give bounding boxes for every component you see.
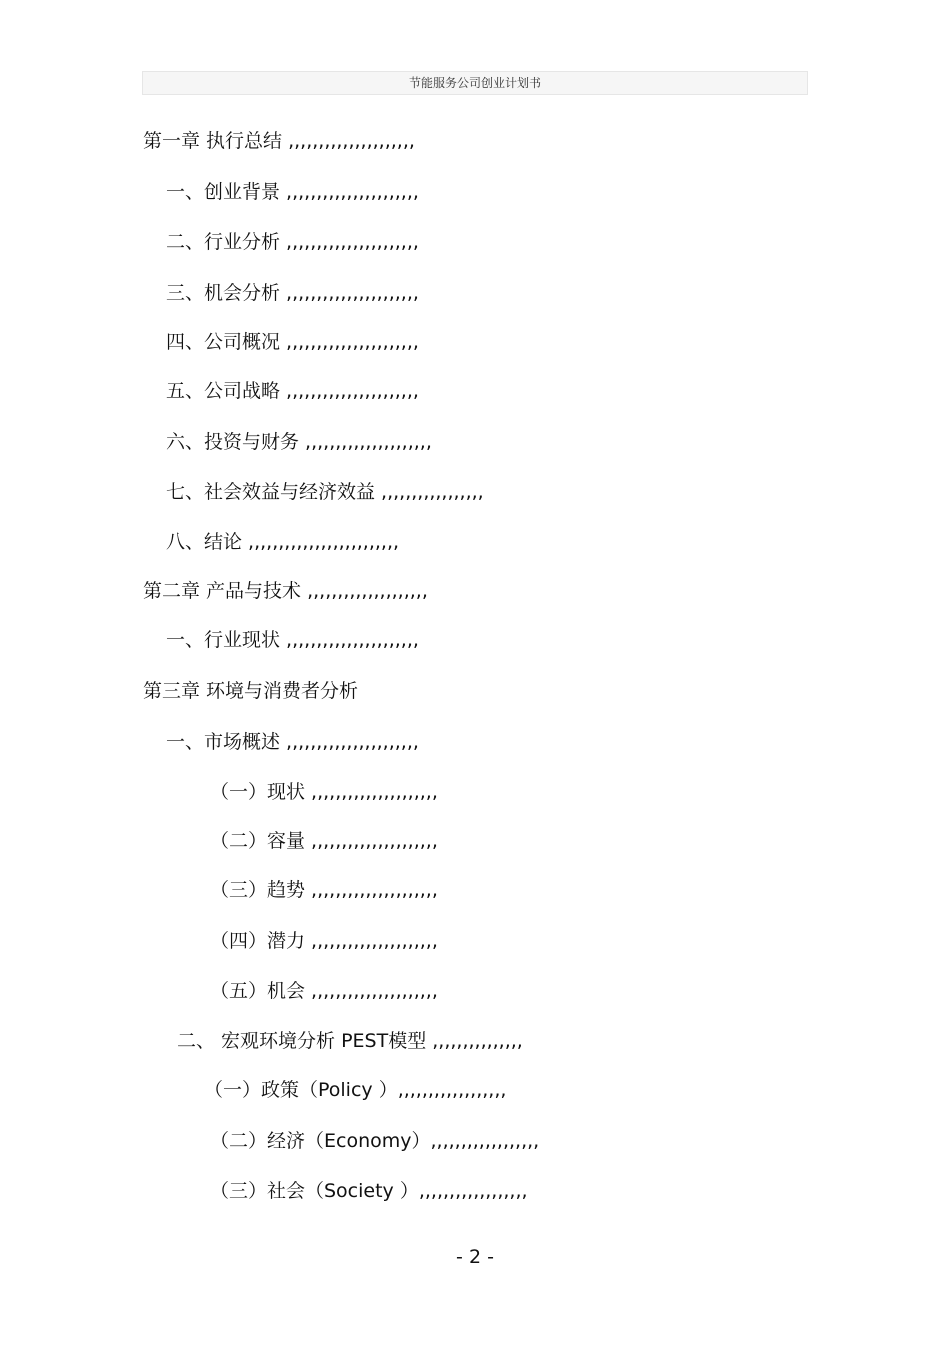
toc-subitem: （三）趋势 ,,,,,,,,,,,,,,,,,,,,, bbox=[210, 879, 438, 901]
toc-subitem: （四）潜力 ,,,,,,,,,,,,,,,,,,,,, bbox=[210, 930, 438, 952]
toc-chapter-2: 第二章 产品与技术 ,,,,,,,,,,,,,,,,,,,, bbox=[143, 580, 428, 602]
toc-item: 四、公司概况 ,,,,,,,,,,,,,,,,,,,,,, bbox=[166, 331, 419, 353]
toc-subitem: （二）容量 ,,,,,,,,,,,,,,,,,,,,, bbox=[210, 830, 438, 852]
toc-item: 五、公司战略 ,,,,,,,,,,,,,,,,,,,,,, bbox=[166, 380, 419, 402]
toc-subitem: （一）现状 ,,,,,,,,,,,,,,,,,,,,, bbox=[210, 781, 438, 803]
toc-subitem: （一）政策（Policy ）,,,,,,,,,,,,,,,,,, bbox=[204, 1079, 507, 1101]
toc-item: 六、投资与财务 ,,,,,,,,,,,,,,,,,,,,, bbox=[166, 431, 432, 453]
toc-item: 七、社会效益与经济效益 ,,,,,,,,,,,,,,,,, bbox=[166, 481, 484, 503]
toc-item: 二、行业分析 ,,,,,,,,,,,,,,,,,,,,,, bbox=[166, 231, 419, 253]
page-number: - 2 - bbox=[456, 1246, 494, 1268]
toc-item: 八、结论 ,,,,,,,,,,,,,,,,,,,,,,,,, bbox=[166, 531, 400, 553]
toc-chapter-1: 第一章 执行总结 ,,,,,,,,,,,,,,,,,,,,, bbox=[143, 130, 415, 152]
toc-subitem: （二）经济（Economy）,,,,,,,,,,,,,,,,,, bbox=[210, 1130, 540, 1152]
toc-item: 一、创业背景 ,,,,,,,,,,,,,,,,,,,,,, bbox=[166, 181, 419, 203]
toc-subitem: （五）机会 ,,,,,,,,,,,,,,,,,,,,, bbox=[210, 980, 438, 1002]
running-header bbox=[142, 71, 808, 95]
toc-item: 一、市场概述 ,,,,,,,,,,,,,,,,,,,,,, bbox=[166, 731, 419, 753]
toc-item: 一、行业现状 ,,,,,,,,,,,,,,,,,,,,,, bbox=[166, 629, 419, 651]
toc-item: 三、机会分析 ,,,,,,,,,,,,,,,,,,,,,, bbox=[166, 282, 419, 304]
header-title: 节能服务公司创业计划书 bbox=[408, 76, 541, 90]
toc-chapter-3: 第三章 环境与消费者分析 bbox=[143, 680, 359, 702]
toc-item: 二、 宏观环境分析 PEST模型 ,,,,,,,,,,,,,,, bbox=[177, 1030, 523, 1052]
toc-subitem: （三）社会（Society ）,,,,,,,,,,,,,,,,,, bbox=[210, 1180, 528, 1202]
